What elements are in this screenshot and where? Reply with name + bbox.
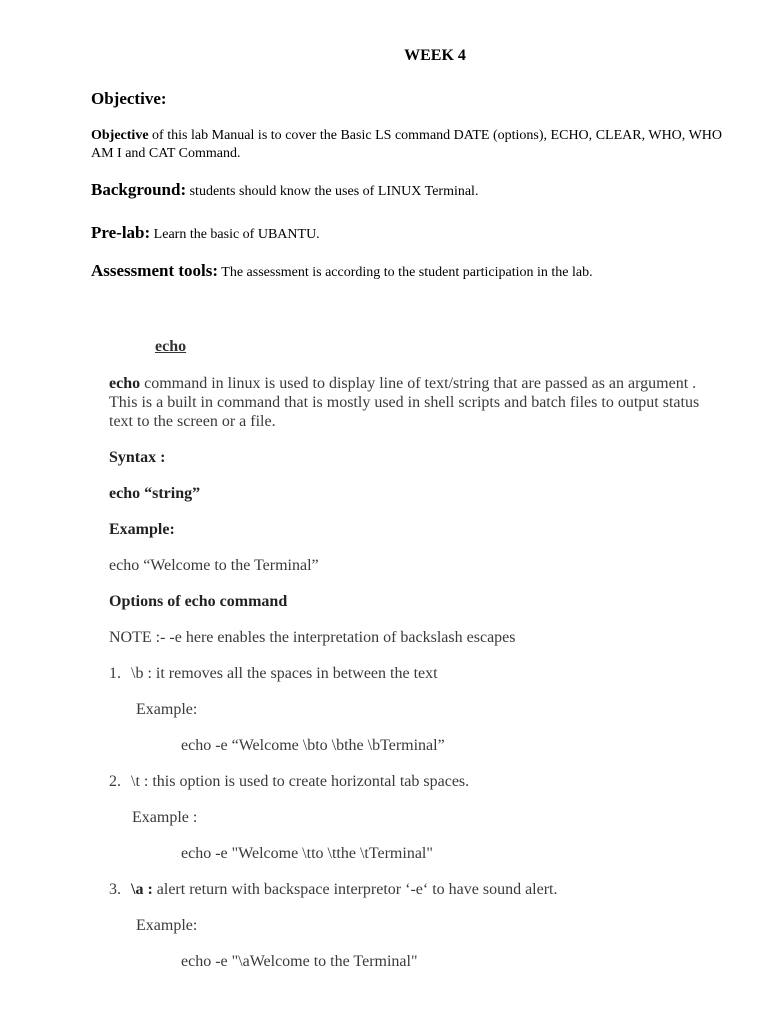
prelab-line	[91, 223, 320, 243]
echo-section-heading: echo	[155, 338, 187, 355]
syntax-label: Syntax :	[109, 449, 166, 466]
page-title: WEEK 4	[404, 47, 466, 64]
objective-heading: Objective:	[91, 89, 167, 108]
example-command: echo “Welcome to the Terminal”	[109, 557, 319, 574]
prelab-text: Learn the basic of UBANTU.	[150, 227, 320, 242]
note-line: NOTE :- -e here enables the interpretation of backslash escapes	[109, 629, 516, 646]
assessment-text: The assessment is according to the student participation in the lab.	[218, 265, 593, 280]
example-label: Example:	[109, 521, 175, 538]
option-example-command: echo -e "\aWelcome to the Terminal"	[181, 953, 418, 970]
echo-intro-paragraph	[109, 374, 723, 431]
option-example-label: Example:	[136, 701, 198, 718]
objective-text: of this lab Manual is to cover the Basic LS command DATE (options), ECHO, CLEAR, WHO, WHO AM I and CAT Command.	[91, 128, 722, 161]
background-line	[91, 180, 478, 200]
option-example-command: echo -e “Welcome \bto \bthe \bTerminal”	[181, 737, 445, 754]
option-item-b	[109, 665, 438, 683]
objective-lead: Objective	[91, 128, 149, 143]
option-text: \b : it removes all the spaces in between the text	[131, 665, 438, 682]
option-item-t	[109, 773, 469, 791]
objective-paragraph	[91, 127, 722, 163]
option-example-label: Example :	[132, 809, 198, 826]
syntax-command: echo “string”	[109, 485, 201, 502]
option-lead: \a :	[131, 881, 153, 898]
echo-intro-text: command in linux is used to display line of text/string that are passed as an argument . This is a built in command that is mostly used in shell scripts and batch files to output status text to the screen or a file.	[109, 375, 700, 430]
option-item-a	[109, 881, 558, 899]
option-number: 2.	[109, 773, 121, 790]
prelab-label: Pre-lab:	[91, 223, 151, 242]
background-text: students should know the uses of LINUX Terminal.	[186, 184, 479, 199]
assessment-label: Assessment tools:	[91, 261, 219, 280]
option-example-label: Example:	[136, 917, 198, 934]
echo-intro-lead: echo	[109, 375, 141, 392]
option-text: \t : this option is used to create horizontal tab spaces.	[131, 773, 470, 790]
option-number: 3.	[109, 881, 121, 898]
option-number: 1.	[109, 665, 121, 682]
assessment-line	[91, 261, 593, 281]
background-label: Background:	[91, 180, 187, 199]
options-heading: Options of echo command	[109, 593, 288, 610]
option-example-command: echo -e "Welcome \tto \tthe \tTerminal"	[181, 845, 433, 862]
option-text: alert return with backspace interpretor ‘-e‘ to have sound alert.	[152, 881, 558, 898]
